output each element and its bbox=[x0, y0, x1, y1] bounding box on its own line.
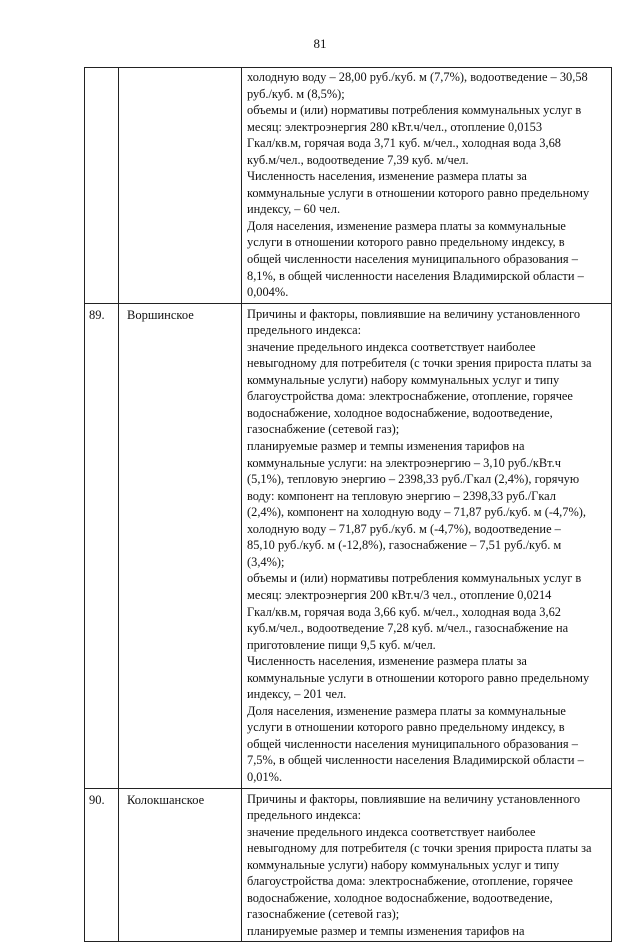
description-text bbox=[242, 68, 611, 303]
description-cell bbox=[242, 68, 612, 304]
row-number-cell bbox=[85, 68, 119, 304]
text-line: Доля населения, изменение размера платы за коммунальные bbox=[247, 703, 566, 718]
text-line: водоснабжение, холодное водоснабжение, водоотведение, bbox=[247, 890, 553, 905]
text-line: 7,5%, в общей численности населения Владимирской области – bbox=[247, 753, 584, 768]
text-line: Численность населения, изменение размера платы за bbox=[247, 169, 527, 184]
text-line: Доля населения, изменение размера платы за коммунальные bbox=[247, 218, 566, 233]
text-line: куб.м/чел., водоотведение 7,28 куб. м/чел., газоснабжение на bbox=[247, 621, 569, 636]
municipality-name bbox=[119, 68, 241, 71]
description-text bbox=[242, 304, 611, 788]
text-line: 8,1%, в общей численности населения Владимирской области – bbox=[247, 268, 584, 283]
text-line: планируемые размер и темпы изменения тарифов на bbox=[247, 439, 525, 454]
text-line: благоустройства дома: электроснабжение, отопление, горячее bbox=[247, 389, 573, 404]
municipality-name-cell bbox=[119, 68, 242, 304]
municipality-name: Колокшанское bbox=[127, 792, 205, 807]
text-line: холодную воду – 71,87 руб./куб. м (-4,7%), водоотведение – bbox=[247, 521, 561, 536]
text-line: руб./куб. м (8,5%); bbox=[247, 86, 345, 101]
text-line: приготовление пищи 9,5 куб. м/чел. bbox=[247, 637, 436, 652]
text-line: коммунальные услуги) набору коммунальных услуг и типу bbox=[247, 857, 560, 872]
text-line: невыгодному для потребителя (с точки зрения прироста платы за bbox=[247, 841, 592, 856]
text-line: значение предельного индекса соответствует наиболее bbox=[247, 339, 536, 354]
text-line: коммунальные услуги) набору коммунальных услуг и типу bbox=[247, 372, 560, 387]
municipality-name: Воршинское bbox=[127, 307, 194, 322]
text-line: (5,1%), тепловую энергию – 2398,33 руб./Гкал (2,4%), горячую bbox=[247, 472, 580, 487]
municipality-name-cell bbox=[119, 788, 242, 942]
text-line: 0,004%. bbox=[247, 285, 289, 300]
text-line: общей численности населения муниципального образования – bbox=[247, 252, 578, 267]
text-line: холодную воду – 28,00 руб./куб. м (7,7%), водоотведение – 30,58 bbox=[247, 70, 588, 84]
text-line: Гкал/кв.м, горячая вода 3,66 куб. м/чел., холодная вода 3,62 bbox=[247, 604, 561, 619]
text-line: Численность населения, изменение размера платы за bbox=[247, 654, 527, 669]
text-line: услуги в отношении которого равно предельному индексу, в bbox=[247, 235, 565, 250]
text-line: 0,01%. bbox=[247, 769, 283, 784]
text-line: предельного индекса: bbox=[247, 323, 362, 338]
text-line: водоснабжение, холодное водоснабжение, водоотведение, bbox=[247, 405, 553, 420]
table-row bbox=[85, 788, 612, 942]
text-line: индексу, – 201 чел. bbox=[247, 687, 347, 702]
description-cell bbox=[242, 788, 612, 942]
text-line: месяц: электроэнергия 280 кВт.ч/чел., отопление 0,0153 bbox=[247, 119, 543, 134]
text-line: коммунальные услуги в отношении которого равно предельному bbox=[247, 185, 590, 200]
text-line: газоснабжение (сетевой газ); bbox=[247, 422, 400, 437]
text-line: куб.м/чел., водоотведение 7,39 куб. м/чел. bbox=[247, 152, 469, 167]
row-number-cell bbox=[85, 303, 119, 788]
text-line: объемы и (или) нормативы потребления коммунальных услуг в bbox=[247, 103, 582, 118]
text-line: Причины и факторы, повлиявшие на величину установленного bbox=[247, 791, 581, 806]
municipality-name-cell bbox=[119, 303, 242, 788]
text-line: невыгодному для потребителя (с точки зрения прироста платы за bbox=[247, 356, 592, 371]
text-line: планируемые размер и темпы изменения тарифов на bbox=[247, 923, 525, 938]
page-number: 81 bbox=[313, 36, 327, 51]
text-line: общей численности населения муниципального образования – bbox=[247, 736, 578, 751]
description-text bbox=[242, 789, 611, 942]
text-line: предельного индекса: bbox=[247, 808, 362, 823]
row-number-cell bbox=[85, 788, 119, 942]
text-line: 85,10 руб./куб. м (-12,8%), газоснабжение – 7,51 руб./куб. м bbox=[247, 538, 562, 553]
row-number: 89. bbox=[89, 307, 105, 322]
text-line: коммунальные услуги: на электроэнергию – 3,10 руб./кВт.ч bbox=[247, 455, 561, 470]
municipality-table bbox=[84, 67, 612, 942]
text-line: индексу, – 60 чел. bbox=[247, 202, 341, 217]
text-line: значение предельного индекса соответствует наиболее bbox=[247, 824, 536, 839]
table-row bbox=[85, 68, 612, 304]
text-line: Причины и факторы, повлиявшие на величину установленного bbox=[247, 306, 581, 321]
text-line: услуги в отношении которого равно предельному индексу, в bbox=[247, 720, 565, 735]
text-line: газоснабжение (сетевой газ); bbox=[247, 907, 400, 922]
table-row bbox=[85, 303, 612, 788]
row-number bbox=[85, 68, 118, 71]
text-line: (2,4%), компонент на холодную воду – 71,87 руб./куб. м (-4,7%), bbox=[247, 505, 587, 520]
text-line: коммунальные услуги в отношении которого равно предельному bbox=[247, 670, 590, 685]
text-line: благоустройства дома: электроснабжение, отопление, горячее bbox=[247, 874, 573, 889]
text-line: (3,4%); bbox=[247, 554, 285, 569]
text-line: воду: компонент на тепловую энергию – 2398,33 руб./Гкал bbox=[247, 488, 556, 503]
row-number: 90. bbox=[89, 792, 105, 807]
description-cell bbox=[242, 303, 612, 788]
text-line: объемы и (или) нормативы потребления коммунальных услуг в bbox=[247, 571, 582, 586]
text-line: Гкал/кв.м, горячая вода 3,71 куб. м/чел., холодная вода 3,68 bbox=[247, 136, 561, 151]
text-line: месяц: электроэнергия 200 кВт.ч/3 чел., отопление 0,0214 bbox=[247, 587, 552, 602]
